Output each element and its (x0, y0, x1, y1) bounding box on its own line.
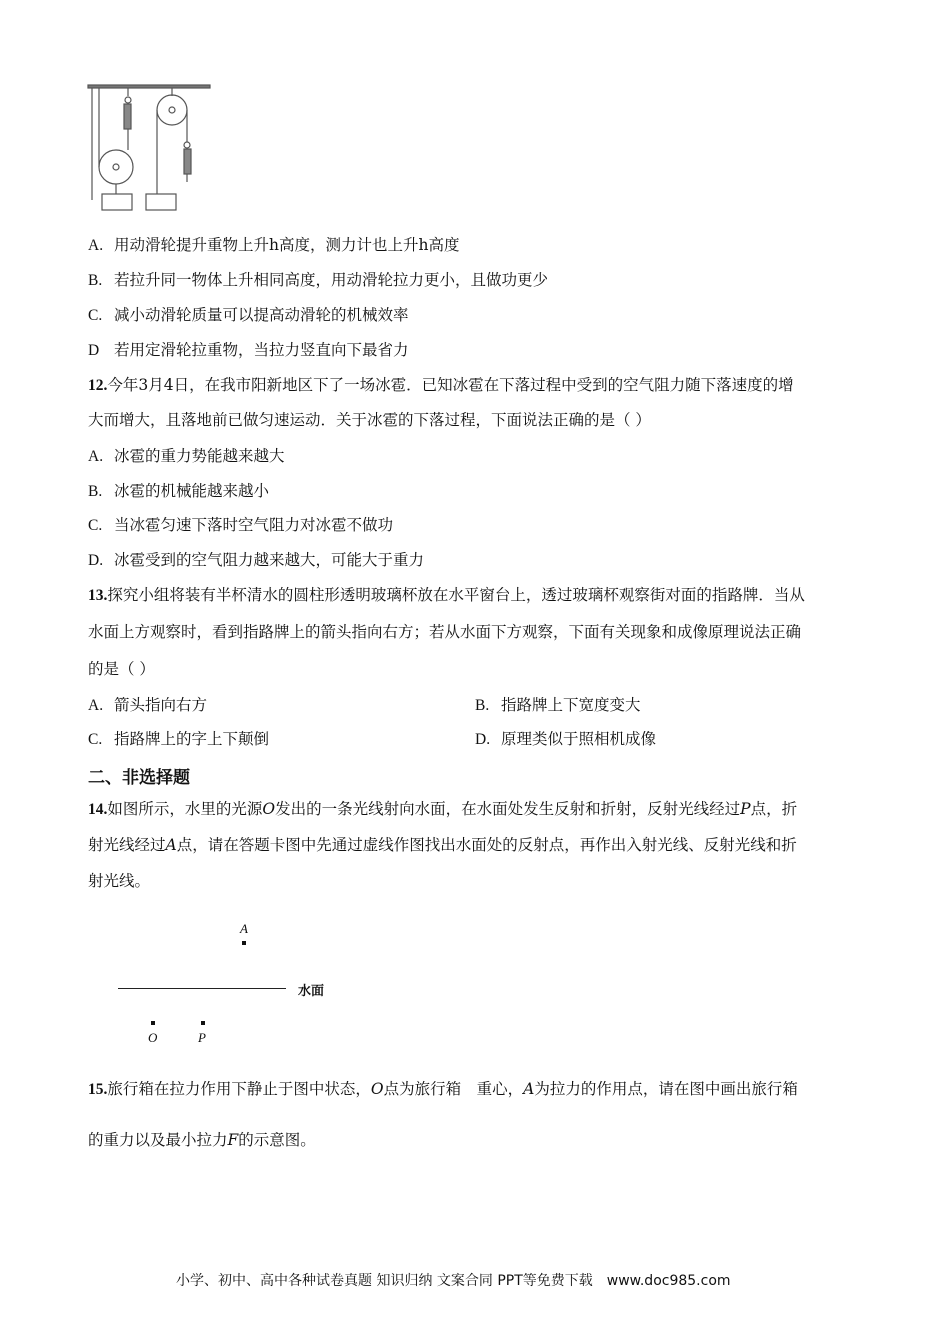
question-text: 点，请在答题卡图中先通过虚线作图找出水面处的反射点，再作出入射光线、反射光线和折 (176, 836, 797, 854)
question-text: 如图所示，水里的光源 (107, 800, 263, 818)
question-number: 13. (88, 587, 108, 604)
symbol-a: A (523, 1080, 535, 1098)
q13-stem-line2: 水面上方观察时，看到指路牌上的箭头指向右方；若从水面下方观察，下面有关现象和成像原理说法正确 (88, 623, 802, 641)
point-o-dot (151, 1021, 155, 1025)
point-o-label: O (148, 1030, 158, 1045)
option-letter: A. (88, 697, 104, 714)
option-letter: C. (88, 307, 103, 324)
q14-stem-line3: 射光线。 (88, 872, 151, 890)
question-text: 点，折 (750, 800, 798, 818)
option-letter: A. (88, 448, 104, 465)
question-text: 射光线经过 (88, 836, 166, 854)
option-text: 箭头指向右方 (114, 696, 208, 714)
question-number: 15. (88, 1081, 108, 1098)
question-text: 旅行箱在拉力作用下静止于图中状态， (107, 1080, 371, 1098)
question-text: 的示意图。 (238, 1131, 316, 1149)
pulley-diagram (84, 82, 214, 214)
q12-stem-line1 (88, 375, 794, 396)
question-text: 发出的一条光线射向水面，在水面处发生反射和折射，反射光线经过 (275, 800, 741, 818)
option-text: 若用定滑轮拉重物，当拉力竖直向下最省力 (114, 341, 409, 359)
question-text: 为拉力的作用点，请在图中画出旅行箱 (534, 1080, 798, 1098)
point-a-dot (242, 941, 246, 945)
point-p-dot (201, 1021, 205, 1025)
option-letter: A. (88, 237, 104, 254)
q11-option-a (88, 235, 459, 256)
footer-text: 小学、初中、高中各种试卷真题 知识归纳 文案合同 PPT等免费下载 www.doc985.com (176, 1273, 731, 1289)
q13-option-b (475, 695, 641, 716)
q12-option-c (88, 515, 393, 536)
option-text: 冰雹受到的空气阻力越来越大，可能大于重力 (114, 551, 425, 569)
question-text: 探究小组将装有半杯清水的圆柱形透明玻璃杯放在水平窗台上，透过玻璃杯观察街对面的指路牌．当从 (107, 586, 805, 604)
option-text: 原理类似于照相机成像 (501, 730, 657, 748)
q15-stem-line2 (88, 1130, 316, 1150)
q11-option-b (88, 270, 548, 291)
symbol-p: P (740, 800, 751, 818)
q12-option-b (88, 481, 269, 502)
point-p-label: P (198, 1030, 206, 1045)
q12-stem-line2: 大而增大，且落地前已做匀速运动．关于冰雹的下落过程，下面说法正确的是（ ） (88, 411, 651, 429)
water-label: 水面 (298, 984, 325, 999)
q11-option-c (88, 305, 409, 326)
option-text: 冰雹的重力势能越来越大 (114, 447, 285, 465)
option-letter: D (88, 342, 100, 359)
option-letter: D. (88, 552, 104, 569)
option-text: 减小动滑轮质量可以提高动滑轮的机械效率 (114, 306, 409, 324)
symbol-o: O (370, 1080, 384, 1098)
option-text: 指路牌上下宽度变大 (501, 696, 641, 714)
q13-option-d (475, 729, 656, 750)
q12-option-a (88, 446, 285, 467)
q13-option-a (88, 695, 207, 716)
q14-stem-line1 (88, 799, 797, 820)
option-letter: B. (88, 272, 103, 289)
option-letter: C. (88, 517, 103, 534)
symbol-a: A (165, 836, 177, 854)
option-text: 冰雹的机械能越来越小 (114, 482, 270, 500)
option-text: 用动滑轮提升重物上升h高度，测力计也上升h高度 (114, 236, 460, 254)
option-text: 指路牌上的字上下颠倒 (114, 730, 270, 748)
q12-option-d (88, 550, 424, 571)
point-a-label: A (240, 921, 248, 936)
option-text: 当冰雹匀速下落时空气阻力对冰雹不做功 (114, 516, 394, 534)
option-letter: B. (88, 483, 103, 500)
option-letter: D. (475, 731, 491, 748)
option-letter: C. (88, 731, 103, 748)
q13-stem-line3: 的是（ ） (88, 660, 155, 678)
symbol-f: F (227, 1131, 239, 1149)
question-text: 点为旅行箱 重心， (383, 1080, 524, 1098)
question-text: 的重力以及最小拉力 (88, 1131, 228, 1149)
symbol-o: O (262, 800, 276, 818)
option-text: 若拉升同一物体上升相同高度，用动滑轮拉力更小，且做功更少 (114, 271, 549, 289)
section-title: 二、非选择题 (88, 768, 190, 788)
q13-option-c (88, 729, 269, 750)
q15-stem-line1 (88, 1079, 798, 1100)
q14-stem-line2 (88, 835, 797, 855)
option-letter: B. (475, 697, 490, 714)
q13-stem-line1 (88, 585, 805, 606)
question-number: 12. (88, 377, 108, 394)
water-surface-line (118, 988, 286, 989)
q11-option-d (88, 340, 409, 361)
question-text: 今年3月4日，在我市阳新地区下了一场冰雹．已知冰雹在下落过程中受到的空气阻力随下落速度的增 (107, 376, 794, 394)
question-number: 14. (88, 801, 108, 818)
